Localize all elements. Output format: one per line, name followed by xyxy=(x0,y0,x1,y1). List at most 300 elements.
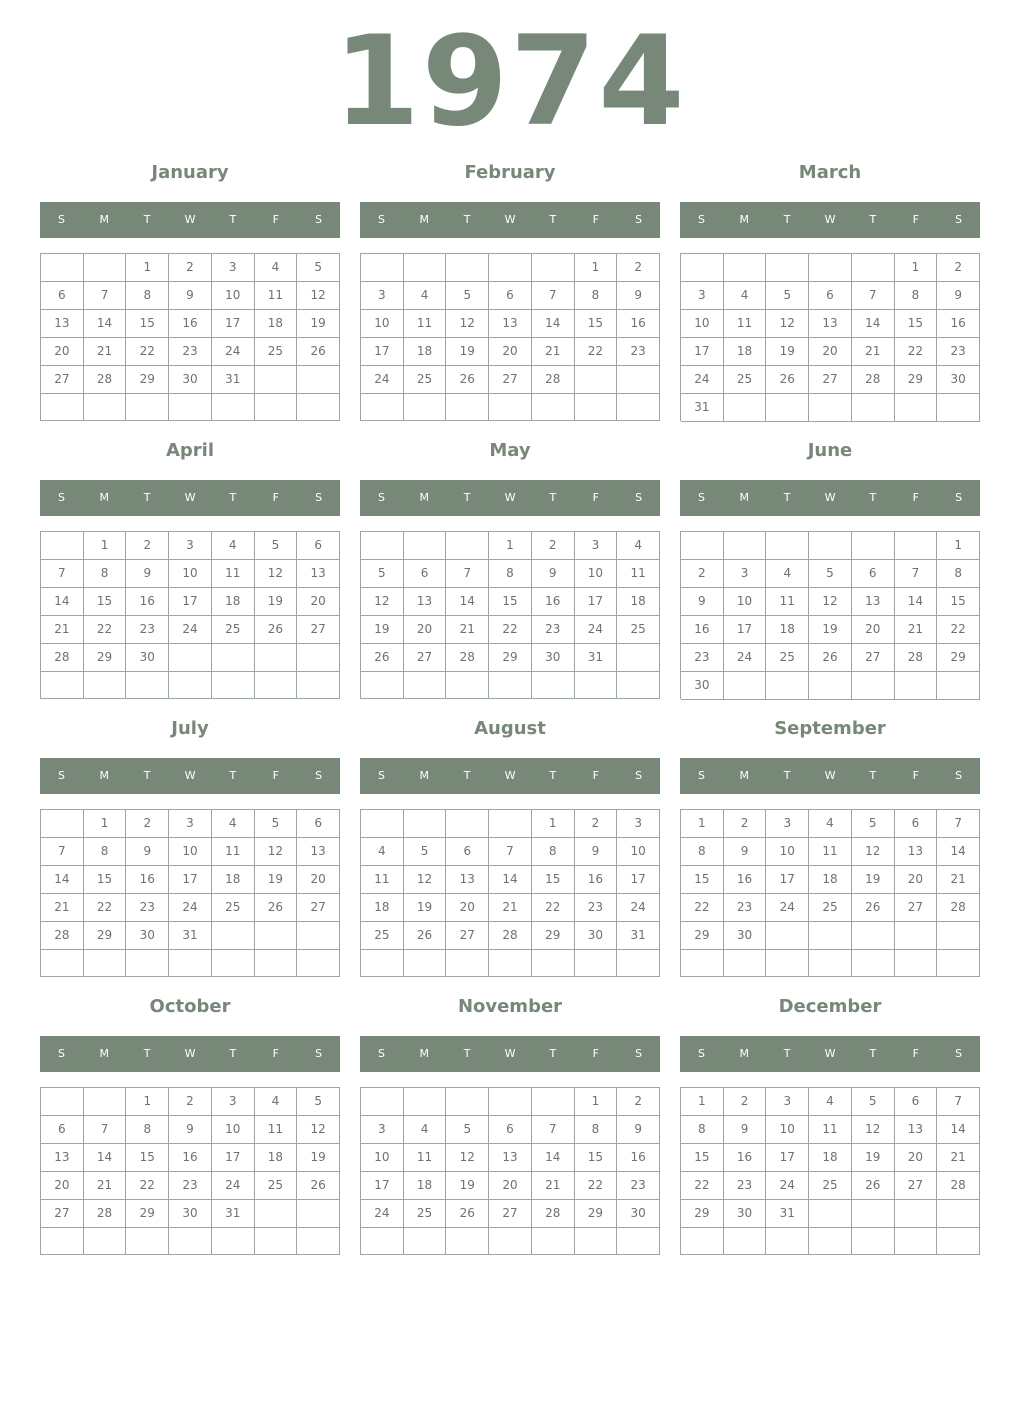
day-cell: 30 xyxy=(617,1200,660,1228)
day-cell xyxy=(852,532,895,560)
day-cell: 11 xyxy=(255,1116,298,1144)
day-cell: 4 xyxy=(809,810,852,838)
weekday-label: S xyxy=(697,769,705,782)
day-cell xyxy=(446,810,489,838)
day-cell: 15 xyxy=(575,1144,618,1172)
day-cell xyxy=(84,394,127,421)
day-cell: 6 xyxy=(489,1116,532,1144)
day-cell: 31 xyxy=(617,922,660,950)
day-cell: 19 xyxy=(766,338,809,366)
day-cell: 22 xyxy=(895,338,938,366)
day-cell xyxy=(681,532,724,560)
day-cell: 24 xyxy=(681,366,724,394)
day-cell xyxy=(766,394,809,422)
day-cell: 27 xyxy=(297,894,340,922)
day-cell: 15 xyxy=(84,866,127,894)
day-cell xyxy=(41,394,84,421)
weekday-label: W xyxy=(824,769,836,782)
day-cell xyxy=(809,950,852,977)
day-cell: 20 xyxy=(852,616,895,644)
day-cell: 18 xyxy=(724,338,767,366)
day-cell: 7 xyxy=(41,838,84,866)
weekday-label: F xyxy=(272,1047,279,1060)
weekday-label: T xyxy=(229,769,237,782)
day-cell xyxy=(255,394,298,421)
day-cell: 12 xyxy=(297,282,340,310)
day-cell: 1 xyxy=(126,1088,169,1116)
weekday-label: S xyxy=(955,1047,963,1060)
day-cell: 17 xyxy=(169,866,212,894)
day-cell: 14 xyxy=(937,838,980,866)
day-cell: 9 xyxy=(169,1116,212,1144)
day-cell xyxy=(766,672,809,700)
weekday-label: F xyxy=(912,769,919,782)
weekday-label: S xyxy=(697,491,705,504)
day-cell: 17 xyxy=(681,338,724,366)
day-cell: 16 xyxy=(126,588,169,616)
day-cell xyxy=(41,532,84,560)
weekday-label: T xyxy=(463,491,471,504)
day-cell xyxy=(766,922,809,950)
weekday-label: S xyxy=(635,769,643,782)
day-cell xyxy=(41,1228,84,1255)
day-cell: 2 xyxy=(126,810,169,838)
day-cell: 17 xyxy=(766,866,809,894)
day-cell xyxy=(852,1228,895,1255)
day-cell: 24 xyxy=(617,894,660,922)
day-grid xyxy=(40,253,340,421)
day-cell: 15 xyxy=(681,866,724,894)
day-cell: 12 xyxy=(297,1116,340,1144)
weekday-label: T xyxy=(463,769,471,782)
day-cell xyxy=(255,672,298,699)
day-cell: 22 xyxy=(681,894,724,922)
day-cell: 6 xyxy=(41,1116,84,1144)
day-cell: 10 xyxy=(212,1116,255,1144)
day-cell: 2 xyxy=(169,1088,212,1116)
day-cell: 24 xyxy=(212,1172,255,1200)
day-cell: 28 xyxy=(937,1172,980,1200)
weekday-label: S xyxy=(57,769,65,782)
day-grid xyxy=(40,1087,340,1255)
day-cell: 29 xyxy=(489,644,532,672)
day-cell xyxy=(724,1228,767,1255)
day-cell: 19 xyxy=(297,1144,340,1172)
day-cell xyxy=(895,532,938,560)
day-cell xyxy=(852,254,895,282)
day-cell xyxy=(361,950,404,977)
weekday-label: W xyxy=(504,491,516,504)
day-cell xyxy=(489,1228,532,1255)
weekday-label: T xyxy=(869,491,877,504)
day-cell: 6 xyxy=(446,838,489,866)
day-cell: 18 xyxy=(404,338,447,366)
day-cell: 26 xyxy=(297,338,340,366)
day-cell: 8 xyxy=(126,282,169,310)
day-grid xyxy=(680,809,980,977)
day-cell: 1 xyxy=(681,1088,724,1116)
day-cell: 28 xyxy=(446,644,489,672)
day-cell: 15 xyxy=(895,310,938,338)
day-cell: 7 xyxy=(532,282,575,310)
weekday-label: T xyxy=(549,769,557,782)
day-cell: 5 xyxy=(766,282,809,310)
day-cell: 7 xyxy=(937,810,980,838)
weekday-label: T xyxy=(143,1047,151,1060)
day-cell xyxy=(895,922,938,950)
day-cell xyxy=(84,672,127,699)
day-cell: 4 xyxy=(255,254,298,282)
day-cell: 3 xyxy=(681,282,724,310)
month-name: March xyxy=(798,162,862,183)
day-cell: 13 xyxy=(297,838,340,866)
month-name: June xyxy=(807,440,853,461)
day-cell: 31 xyxy=(766,1200,809,1228)
day-cell xyxy=(937,1228,980,1255)
weekday-label: F xyxy=(912,1047,919,1060)
weekday-label: S xyxy=(377,491,385,504)
day-cell: 19 xyxy=(446,1172,489,1200)
day-cell: 21 xyxy=(446,616,489,644)
day-cell: 30 xyxy=(724,922,767,950)
day-cell xyxy=(361,672,404,699)
day-cell xyxy=(575,394,618,421)
day-cell: 2 xyxy=(724,810,767,838)
day-cell: 15 xyxy=(126,1144,169,1172)
day-cell: 27 xyxy=(895,894,938,922)
weekday-header xyxy=(680,202,980,238)
day-cell xyxy=(84,950,127,977)
day-cell: 7 xyxy=(41,560,84,588)
day-cell: 14 xyxy=(852,310,895,338)
day-cell: 22 xyxy=(681,1172,724,1200)
day-cell: 23 xyxy=(937,338,980,366)
day-cell: 11 xyxy=(809,1116,852,1144)
day-cell: 11 xyxy=(809,838,852,866)
day-cell: 1 xyxy=(84,532,127,560)
day-cell: 27 xyxy=(297,616,340,644)
day-cell: 11 xyxy=(724,310,767,338)
day-cell: 14 xyxy=(532,1144,575,1172)
day-cell: 24 xyxy=(724,644,767,672)
day-cell: 18 xyxy=(255,310,298,338)
weekday-label: S xyxy=(955,769,963,782)
day-cell xyxy=(895,672,938,700)
month-name: November xyxy=(457,996,563,1017)
day-cell: 3 xyxy=(361,1116,404,1144)
weekday-label: S xyxy=(315,491,323,504)
day-cell xyxy=(126,950,169,977)
day-cell xyxy=(126,394,169,421)
day-cell: 11 xyxy=(617,560,660,588)
day-cell: 31 xyxy=(212,366,255,394)
weekday-label: M xyxy=(739,213,750,226)
day-cell: 29 xyxy=(84,644,127,672)
day-cell: 17 xyxy=(361,1172,404,1200)
day-cell: 14 xyxy=(84,310,127,338)
day-cell xyxy=(852,922,895,950)
day-cell: 6 xyxy=(297,532,340,560)
day-cell xyxy=(937,1200,980,1228)
day-cell: 18 xyxy=(766,616,809,644)
day-cell: 22 xyxy=(84,894,127,922)
day-cell: 20 xyxy=(41,1172,84,1200)
day-cell: 23 xyxy=(169,338,212,366)
weekday-label: S xyxy=(635,213,643,226)
day-cell: 14 xyxy=(84,1144,127,1172)
day-cell: 8 xyxy=(895,282,938,310)
weekday-label: T xyxy=(463,213,471,226)
day-cell: 13 xyxy=(297,560,340,588)
day-cell xyxy=(84,1088,127,1116)
day-cell xyxy=(297,672,340,699)
day-cell: 27 xyxy=(41,1200,84,1228)
day-cell xyxy=(404,532,447,560)
day-cell: 29 xyxy=(937,644,980,672)
month-name: May xyxy=(489,440,531,461)
day-cell: 15 xyxy=(937,588,980,616)
day-cell: 26 xyxy=(809,644,852,672)
day-cell: 3 xyxy=(361,282,404,310)
day-cell: 10 xyxy=(169,560,212,588)
day-cell xyxy=(895,394,938,422)
day-cell xyxy=(84,1228,127,1255)
day-cell: 30 xyxy=(532,644,575,672)
day-cell xyxy=(532,672,575,699)
day-cell: 28 xyxy=(852,366,895,394)
weekday-label: F xyxy=(592,491,599,504)
day-cell: 24 xyxy=(575,616,618,644)
day-grid xyxy=(360,809,660,977)
day-cell: 30 xyxy=(126,644,169,672)
day-cell: 28 xyxy=(532,1200,575,1228)
day-cell: 13 xyxy=(852,588,895,616)
weekday-label: M xyxy=(99,213,110,226)
day-cell: 20 xyxy=(809,338,852,366)
weekday-label: S xyxy=(377,1047,385,1060)
day-cell xyxy=(766,532,809,560)
day-cell: 21 xyxy=(84,338,127,366)
day-cell: 2 xyxy=(681,560,724,588)
day-cell: 12 xyxy=(809,588,852,616)
day-cell: 7 xyxy=(84,1116,127,1144)
day-cell: 18 xyxy=(809,1144,852,1172)
day-cell xyxy=(212,1228,255,1255)
weekday-label: F xyxy=(592,213,599,226)
day-cell xyxy=(575,672,618,699)
day-cell: 26 xyxy=(404,922,447,950)
day-cell xyxy=(361,254,404,282)
day-cell: 20 xyxy=(489,338,532,366)
weekday-label: T xyxy=(869,769,877,782)
day-cell xyxy=(169,644,212,672)
day-cell: 5 xyxy=(255,810,298,838)
day-cell: 30 xyxy=(681,672,724,700)
weekday-label: T xyxy=(143,213,151,226)
day-cell: 6 xyxy=(297,810,340,838)
day-cell: 7 xyxy=(852,282,895,310)
day-cell: 9 xyxy=(617,1116,660,1144)
weekday-label: T xyxy=(143,491,151,504)
day-cell: 4 xyxy=(766,560,809,588)
day-cell: 30 xyxy=(169,366,212,394)
day-cell: 5 xyxy=(361,560,404,588)
day-cell xyxy=(724,254,767,282)
day-cell: 2 xyxy=(617,1088,660,1116)
day-cell: 14 xyxy=(446,588,489,616)
day-cell: 12 xyxy=(255,560,298,588)
day-cell: 1 xyxy=(575,1088,618,1116)
day-cell xyxy=(532,394,575,421)
day-cell: 19 xyxy=(446,338,489,366)
day-cell: 2 xyxy=(724,1088,767,1116)
day-cell xyxy=(489,810,532,838)
day-cell: 16 xyxy=(724,866,767,894)
day-cell: 11 xyxy=(212,838,255,866)
day-cell xyxy=(852,1200,895,1228)
weekday-header xyxy=(360,480,660,516)
day-cell xyxy=(809,1228,852,1255)
day-cell: 9 xyxy=(169,282,212,310)
weekday-label: S xyxy=(315,1047,323,1060)
day-cell: 9 xyxy=(575,838,618,866)
month-name: April xyxy=(165,440,215,461)
weekday-label: S xyxy=(57,1047,65,1060)
day-cell xyxy=(41,254,84,282)
day-cell xyxy=(724,532,767,560)
day-cell: 28 xyxy=(84,1200,127,1228)
day-cell: 13 xyxy=(895,838,938,866)
day-cell xyxy=(575,1228,618,1255)
day-cell: 22 xyxy=(84,616,127,644)
day-cell xyxy=(361,532,404,560)
day-cell: 1 xyxy=(895,254,938,282)
day-cell: 14 xyxy=(41,866,84,894)
day-cell: 4 xyxy=(404,282,447,310)
day-cell: 19 xyxy=(255,588,298,616)
weekday-label: W xyxy=(504,769,516,782)
day-cell: 15 xyxy=(126,310,169,338)
day-cell: 21 xyxy=(41,616,84,644)
weekday-label: T xyxy=(783,213,791,226)
day-cell: 8 xyxy=(575,1116,618,1144)
day-cell: 8 xyxy=(84,838,127,866)
day-cell: 20 xyxy=(489,1172,532,1200)
day-cell: 24 xyxy=(169,616,212,644)
day-cell xyxy=(255,1228,298,1255)
weekday-label: S xyxy=(635,491,643,504)
weekday-header xyxy=(40,758,340,794)
day-cell: 19 xyxy=(404,894,447,922)
day-cell xyxy=(404,254,447,282)
day-cell: 9 xyxy=(724,838,767,866)
day-cell: 10 xyxy=(575,560,618,588)
weekday-label: M xyxy=(739,491,750,504)
day-cell: 8 xyxy=(126,1116,169,1144)
day-cell xyxy=(617,366,660,394)
day-cell xyxy=(809,1200,852,1228)
day-cell: 22 xyxy=(937,616,980,644)
day-cell: 5 xyxy=(852,810,895,838)
day-cell: 19 xyxy=(255,866,298,894)
day-cell: 2 xyxy=(126,532,169,560)
day-cell: 11 xyxy=(404,1144,447,1172)
year-title: 1974 xyxy=(333,10,687,154)
day-cell: 5 xyxy=(809,560,852,588)
day-cell: 3 xyxy=(617,810,660,838)
day-cell: 19 xyxy=(852,1144,895,1172)
weekday-label: W xyxy=(184,769,196,782)
day-cell: 22 xyxy=(575,1172,618,1200)
weekday-label: T xyxy=(549,491,557,504)
day-cell: 24 xyxy=(766,894,809,922)
day-cell: 21 xyxy=(84,1172,127,1200)
weekday-label: W xyxy=(184,213,196,226)
day-cell: 1 xyxy=(126,254,169,282)
day-cell: 17 xyxy=(212,1144,255,1172)
day-cell: 6 xyxy=(489,282,532,310)
day-cell: 5 xyxy=(404,838,447,866)
day-cell xyxy=(297,1228,340,1255)
day-cell: 8 xyxy=(84,560,127,588)
day-cell xyxy=(852,672,895,700)
day-cell: 24 xyxy=(169,894,212,922)
day-cell: 4 xyxy=(212,810,255,838)
day-cell: 25 xyxy=(617,616,660,644)
day-cell xyxy=(681,950,724,977)
day-grid xyxy=(360,253,660,421)
day-cell xyxy=(809,672,852,700)
month-name: October xyxy=(149,996,231,1017)
weekday-label: T xyxy=(869,1047,877,1060)
day-cell: 13 xyxy=(41,310,84,338)
day-cell: 3 xyxy=(169,532,212,560)
day-cell xyxy=(212,672,255,699)
day-cell: 3 xyxy=(766,1088,809,1116)
day-cell: 1 xyxy=(84,810,127,838)
weekday-header xyxy=(360,758,660,794)
day-cell: 19 xyxy=(809,616,852,644)
day-cell xyxy=(297,922,340,950)
day-cell xyxy=(404,1088,447,1116)
day-cell: 2 xyxy=(617,254,660,282)
day-cell: 27 xyxy=(41,366,84,394)
day-cell: 26 xyxy=(852,1172,895,1200)
day-cell: 7 xyxy=(937,1088,980,1116)
day-cell xyxy=(297,644,340,672)
day-cell: 13 xyxy=(41,1144,84,1172)
day-cell xyxy=(297,950,340,977)
day-cell xyxy=(212,644,255,672)
day-cell: 2 xyxy=(169,254,212,282)
day-cell xyxy=(937,950,980,977)
day-cell xyxy=(212,394,255,421)
day-cell xyxy=(212,922,255,950)
day-cell xyxy=(852,394,895,422)
weekday-label: S xyxy=(377,213,385,226)
day-cell: 20 xyxy=(297,866,340,894)
day-cell: 5 xyxy=(446,1116,489,1144)
day-cell: 28 xyxy=(532,366,575,394)
day-cell: 29 xyxy=(681,922,724,950)
day-cell: 11 xyxy=(361,866,404,894)
weekday-label: M xyxy=(99,1047,110,1060)
day-cell: 9 xyxy=(126,838,169,866)
day-cell: 18 xyxy=(361,894,404,922)
day-cell: 5 xyxy=(297,254,340,282)
day-cell xyxy=(681,254,724,282)
day-cell: 6 xyxy=(895,1088,938,1116)
